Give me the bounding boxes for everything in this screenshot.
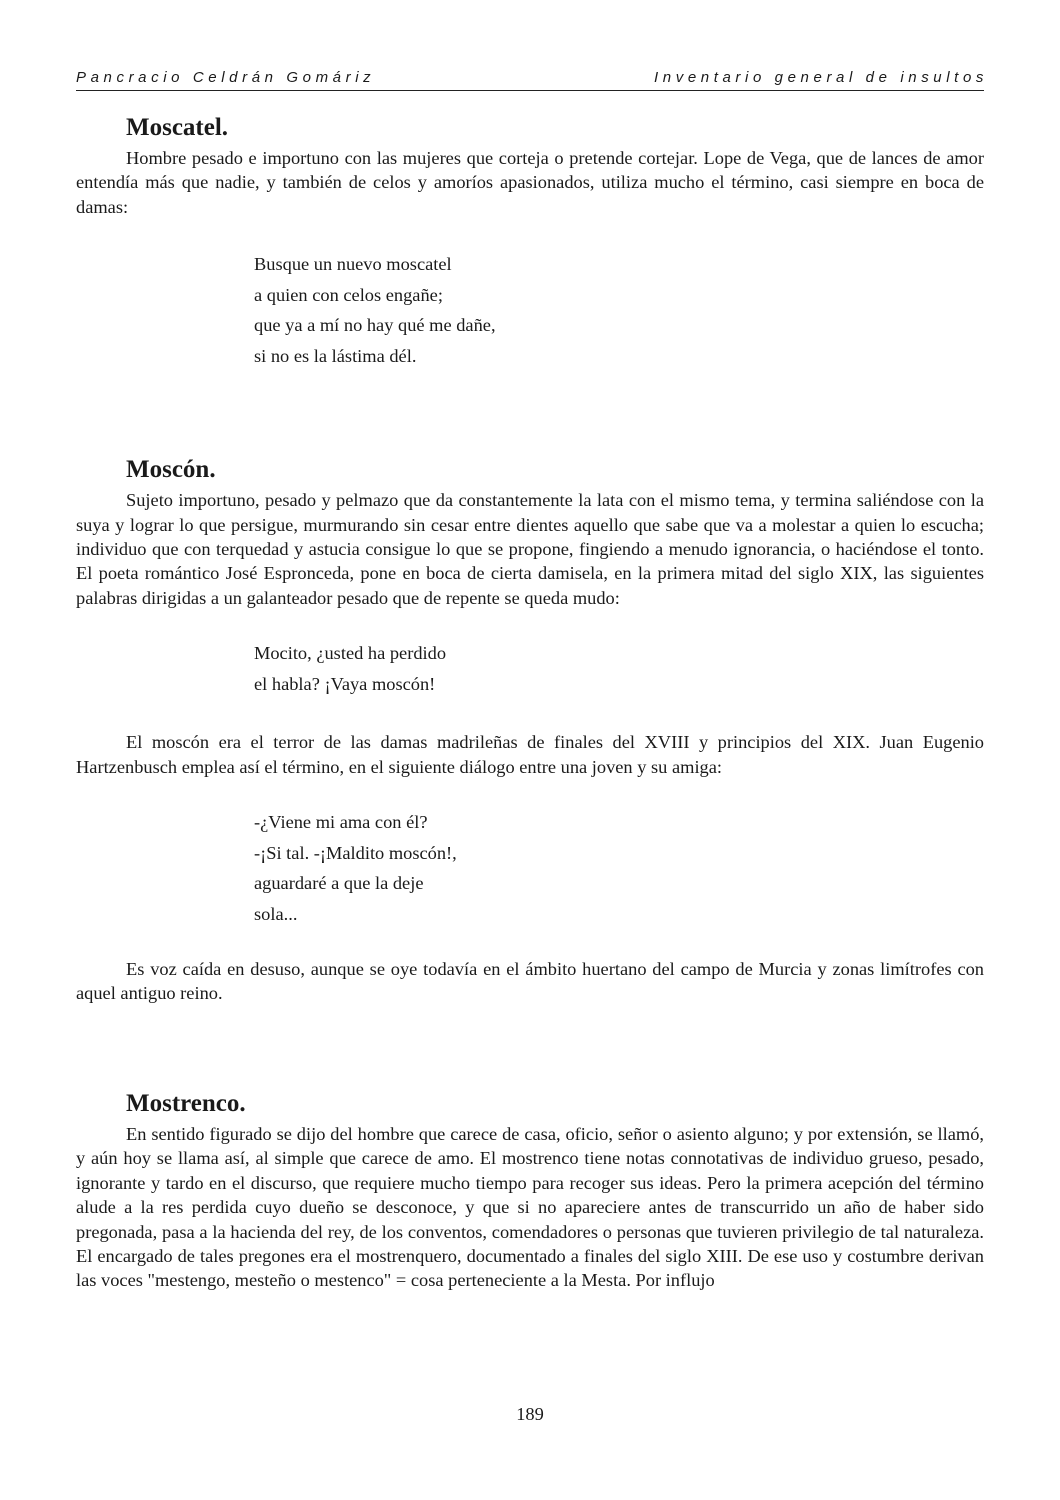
entry-paragraph: En sentido figurado se dijo del hombre que carece de casa, oficio, señor o asiento alguno; y por extensión, se llamó, y aún hoy se llama así, al simple que carece de amo. El mostrenco tiene notas connotativas de individuo grueso, pesado, ignorante y tardo en el discurso, que requiere mucho tiempo para recoger sus ideas. Pero la primera acepción del término alude a la res perdida cuyo dueño se desconoce, y que si no apareciere antes de transcurrido un año de haber sido pregonada, pasa a la hacienda del rey, de los conventos, comendadores o personas que tuvieren privilegio de tal naturaleza. El encargado de tales pregones era el mostrenquero, documentado a finales del siglo XIII. De ese uso y costumbre derivan las voces "mestengo, mesteño o mestenco" = cosa perteneciente a la Mesta. Por influjo — [76, 1123, 984, 1291]
verse-quote — [254, 807, 984, 929]
entry-moscon — [76, 454, 984, 1006]
entry-title: Moscón. — [126, 456, 216, 484]
verse-line: sola... — [254, 903, 298, 924]
page-content — [76, 112, 984, 1293]
header-author: Pancracio Celdrán Gomáriz — [76, 69, 376, 86]
page-number: 189 — [516, 1404, 544, 1424]
verse-line: -¿Viene mi ama con él? — [254, 812, 428, 833]
verse-line: el habla? ¡Vaya moscón! — [254, 673, 436, 694]
verse-line: que ya a mí no hay qué me dañe, — [254, 315, 496, 336]
entry-title: Moscatel. — [126, 114, 229, 141]
entry-paragraph: Es voz caída en desuso, aunque se oye todavía en el ámbito huertano del campo de Murcia y zonas limítrofes con aquel antiguo reino. — [76, 959, 984, 1004]
entry-paragraph: Sujeto importuno, pesado y pelmazo que da constantemente la lata con el mismo tema, y termina saliéndose con la suya y lograr lo que persigue, murmurando sin cesar entre dientes aquello que sabe que va a molestar a quien lo escucha; individuo que con terquedad y astucia consigue lo que se propone, fingiendo a menudo ignorancia, o haciéndose el tonto. El poeta romántico José Espronceda, pone en boca de cierta damisela, en la primera mitad del siglo XIX, las siguientes palabras dirigidas a un galanteador pesado que de repente se queda mudo: — [76, 490, 984, 608]
verse-line: a quien con celos engañe; — [254, 284, 443, 305]
verse-line: Mocito, ¿usted ha perdido — [254, 643, 447, 664]
entry-title: Mostrenco. — [126, 1089, 246, 1117]
entry-paragraph: El moscón era el terror de las damas madrileñas de finales del XVIII y principios del XIX. Juan Eugenio Hartzenbusch emplea así el término, en el siguiente diálogo entre una joven y su amiga: — [76, 732, 984, 777]
entry-moscatel — [76, 112, 984, 371]
running-header — [76, 68, 988, 91]
verse-line: -¡Si tal. -¡Maldito moscón!, — [254, 842, 457, 863]
verse-line: aguardaré a que la deje — [254, 873, 424, 894]
verse-quote — [254, 249, 984, 371]
verse-quote — [254, 638, 984, 699]
header-book-title: Inventario general de insultos — [654, 69, 988, 86]
verse-line: si no es la lástima dél. — [254, 345, 417, 366]
entry-paragraph: Hombre pesado e importuno con las mujeres que corteja o pretende cortejar. Lope de Vega, que de lances de amor entendía más que nadie, y también de celos y amoríos apasionados, utiliza mucho el término, casi siempre en boca de damas: — [76, 148, 984, 217]
entry-mostrenco — [76, 1088, 984, 1293]
verse-line: Busque un nuevo moscatel — [254, 254, 452, 275]
